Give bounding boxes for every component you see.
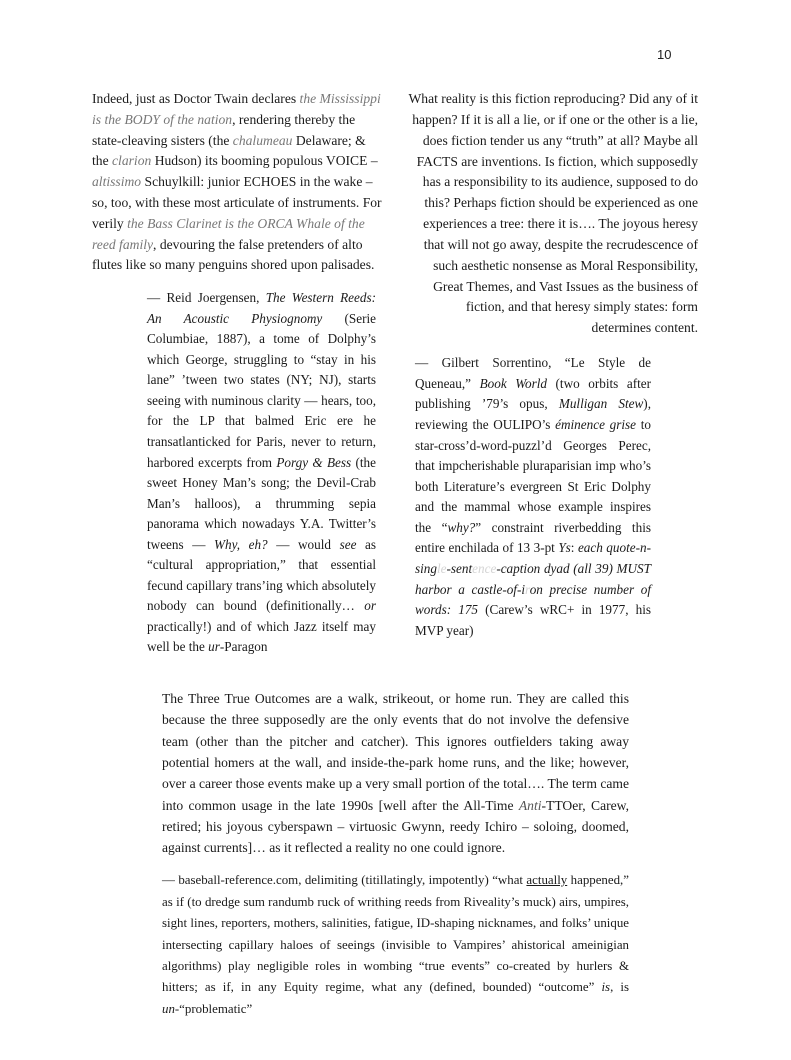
book-title: The Western Reeds: An Acoustic Physiognomy [147,290,376,326]
text-run: to star-cross’d-word-puzzl’d Georges Perec, that impcherishable pluraparisian imp who’s both Literature’s evergreen St Eric Dolphy and the mammal whose example inspires the “ [415,416,652,535]
faint-letters: le [436,561,447,577]
constraint-text: on precise number of words: 175 [415,581,652,618]
left-column [92,89,382,658]
text-run: Hudson) its booming populous VOICE – [151,153,378,169]
italic-prefix: un [162,1001,175,1016]
text-run: -Paragon [219,639,268,655]
italic-prefix: Anti [518,797,542,813]
italic-quote: the Mississippi is the BODY of the nation [92,91,381,127]
text-run: — would [267,536,340,552]
text-run: (Carew’s wRC+ in 1977, his MVP year) [415,602,651,638]
constraint-text: -caption dyad (all 39) MUST harbor a castle-of-i [415,561,651,597]
publication-title: Book World [479,375,547,391]
italic-word: or [364,598,376,614]
left-column-paragraph [92,89,382,276]
italic-term: clarion [112,153,152,169]
bottom-paragraph [162,688,629,858]
text-run: -TTOer, Carew, retired; his joyous cyberspawn – virtuosic Gwynn, reedy Ichiro – soloing, doomed, against currents]… as it reflected a reality no one could ignore. [162,797,630,856]
italic-quote: the Bass Clarinet is the ORCA Whale of the reed family [92,215,365,252]
text-run: , is [610,980,630,995]
faint-letters: ence [472,561,497,577]
italic-term: chalumeau [232,132,293,148]
underlined-word: actually [526,873,568,888]
text-run: ” constraint riverbedding this entire enchilada of 13 3-pt [415,519,651,556]
text-run: practically!) and of which Jazz itself may well be the [147,618,376,655]
book-title: Mulligan Stew [558,396,644,412]
text-run: happened,” as if (to dredge sum randumb ruck of writhing reeds from Riveality’s muck) airs, umpires, sight lines, reporters, mothers, salinities, fatigue, ID-shaping nicknames, and folks’ unique intersecting capillary haloes of seeings (invisible to Vampires’ ahistorical ameinigian algorithms) play negligible roles in wombing “true events” co-created by hurlers & hitters; as if, in any Equity regime, what any (defined, bounded) “outcome” [162,873,629,995]
bottom-attribution [162,870,629,1020]
left-column-attribution [147,288,376,658]
italic-phrase: éminence grise [555,416,637,432]
constraint-text: -sent [446,561,473,577]
right-column [408,89,698,641]
text-run: : [570,540,578,556]
text-run: as “cultural appropriation,” that essential fecund capillary trans’ing which absolutely nobody can bound (definitionally… [147,536,376,614]
text-run: The Three True Outcomes are a walk, strikeout, or home run. They are called this because the three supposedly are the only events that do not involve the defensive team (other than the pitcher and catcher). This ignores outfielders taking away potential homers at the wall, and inside-the-park home runs, and the like; however, over a career those events make up a very small portion of the total…. The term came into common usage in the late 1990s [well after the All-Time [162,691,629,813]
text-run: , rendering thereby the state-cleaving sisters (the [92,111,356,148]
two-column-section [92,89,698,658]
text-run: ), reviewing the OULIPO’s [415,396,651,432]
faint-letters: r [525,581,530,597]
text-run: (Serie Columbiae, 1887), a tome of Dolphy’s which George, struggling to “stay in his lane” ’tween two states (NY; NJ), starts seeing with numinous clarity — hears, too, for the LP that balmed Eric ere he transatlanticked for Paris, never to return, harbored excerpts from [147,310,376,470]
text-run: Delaware; & the [92,132,366,169]
text-run: — Gilbert Sorrentino, “Le Style de Queneau,” [415,355,651,391]
text-run: (two orbits after publishing ’79’s opus, [415,375,651,412]
text-run: (the sweet Honey Man’s song; the Devil-Crab Man’s halloos), a thrumming sepia panorama which nowadays Y.A. Twitter’s tweens — [147,454,376,552]
italic-term: altissimo [92,174,142,190]
italic-word: see [339,536,357,552]
italic-word: Ys [558,540,571,556]
text-run: — Reid Joergensen, [147,290,266,306]
italic-word: is [601,980,611,995]
constraint-text: each quote-n-sing [415,540,651,577]
right-column-paragraph: What reality is this fiction reproducing? Did any of it happen? If it is all a lie, or if one or the other is a lie, does fiction tender us any “truth” at all? Maybe all FACTS are inventions. Is fiction, which supposedly has a responsibility to its audience, supposed to do this? Perhaps fiction should be experienced as one experiences a tree: there it is…. The joyous heresy that will not go away, despite the recrudescence of such aesthetic nonsense as Moral Responsibility, Great Themes, and Vast Issues as the business of fiction, and that heresy simply states: form determines content. [408,91,698,336]
text-run: , devouring the false pretenders of alto flutes like so many penguins shored upon palisades. [92,236,375,273]
italic-word: why? [447,519,476,535]
text-run: Indeed, just as Doctor Twain declares [92,91,300,106]
bottom-section [162,688,629,1060]
italic-prefix: ur [208,639,220,655]
text-run: — baseball-reference.com, delimiting (titillatingly, impotently) “what [162,873,527,888]
work-title: Porgy & Bess [276,454,352,470]
text-run: -“problematic” [174,1001,253,1016]
italic-phrase: Why, eh? [214,536,268,552]
page-number: 10 [657,47,672,62]
right-column-attribution [415,353,651,641]
text-run: Schuylkill: junior ECHOES in the wake – so, too, with these most articulate of instruments. For verily [92,174,382,231]
